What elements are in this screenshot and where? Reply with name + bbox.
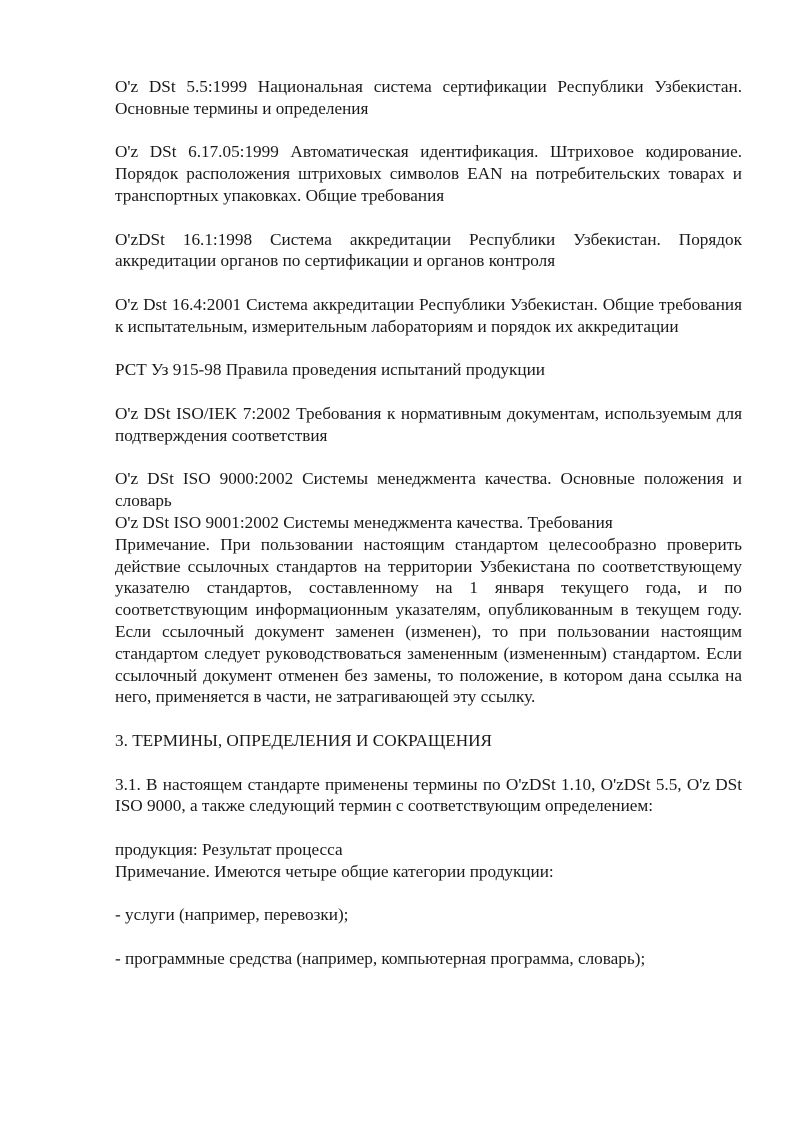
section-heading: 3. ТЕРМИНЫ, ОПРЕДЕЛЕНИЯ И СОКРАЩЕНИЯ bbox=[115, 730, 492, 750]
reference-entry: O'z DSt ISO/IEK 7:2002 Требования к нормативным документам, используемым для подтверждения соответствия bbox=[115, 403, 742, 445]
reference-entry: O'z DSt 5.5:1999 Национальная система сертификации Республики Узбекистан. Основные термины и определения bbox=[115, 77, 742, 118]
reference-entry: O'z DSt ISO 9000:2002 Системы менеджмента качества. Основные положения и словарь bbox=[115, 469, 742, 511]
reference-entry: O'z DSt ISO 9001:2002 Системы менеджмента качества. Требования bbox=[115, 512, 613, 532]
section-paragraph: 3.1. В настоящем стандарте применены термины по O'zDSt 1.10, O'zDSt 5.5, O'z DSt ISO 9000, а также следующий термин с соответствующим определением: bbox=[115, 774, 742, 816]
reference-entry: РСТ Уз 915-98 Правила проведения испытаний продукции bbox=[115, 360, 545, 380]
reference-entry: O'zDSt 16.1:1998 Система аккредитации Республики Узбекистан. Порядок аккредитации органов по сертификации и органов контроля bbox=[115, 229, 742, 271]
document-body bbox=[115, 76, 742, 970]
term-note: Примечание. Имеются четыре общие категории продукции: bbox=[115, 861, 554, 881]
references-note: Примечание. При пользовании настоящим стандартом целесообразно проверить действие ссылочных стандартов на территории Узбекистана по соответствующему указателю стандартов, составленному на 1 января текущего года, и по соответствующим информационным указателям, опубликованным в текущем году. Если ссылочный документ заменен (изменен), то при пользовании настоящим стандартом следует руководствоваться замененным (измененным) стандартом. Если ссылочный документ отменен без замены, то положение, в котором дана ссылка на него, применяется в части, не затрагивающей эту ссылку. bbox=[115, 534, 742, 707]
list-item: - услуги (например, перевозки); bbox=[115, 905, 349, 925]
list-item: - программные средства (например, компьютерная программа, словарь); bbox=[115, 948, 646, 968]
reference-entry: O'z Dst 16.4:2001 Система аккредитации Республики Узбекистан. Общие требования к испытательным, измерительным лабораториям и порядок их аккредитации bbox=[115, 294, 742, 336]
term-definition: продукция: Результат процесса bbox=[115, 839, 343, 859]
reference-entry: O'z DSt 6.17.05:1999 Автоматическая идентификация. Штриховое кодирование. Порядок расположения штриховых символов EAN на потребительских товарах и транспортных упаковках. Общие требования bbox=[115, 142, 742, 205]
